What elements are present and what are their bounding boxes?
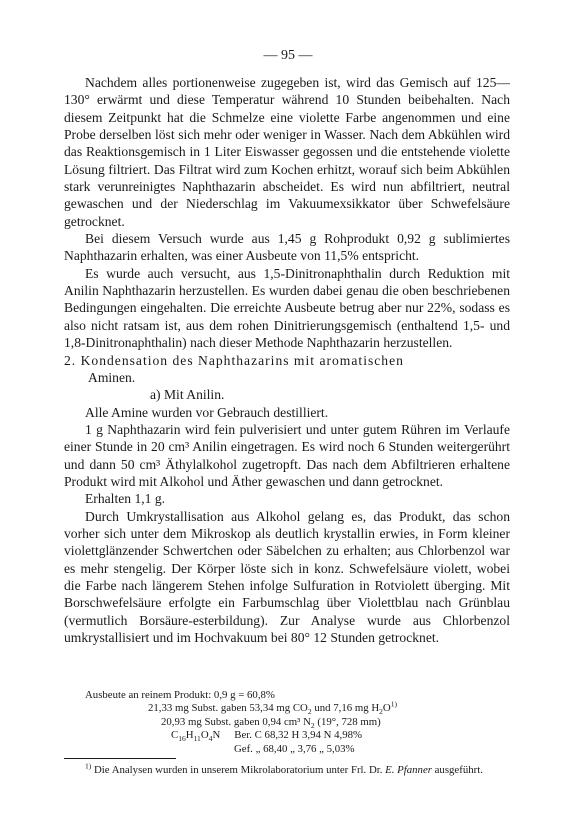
footnote: $^{1)}$ Die Analysen wurden in unserem Mikrolaboratorium unter Frl. Dr. E. Pfanner ausgeführt. [85,761,483,776]
footnote-name: E. Pfanner [385,764,432,776]
paragraph: Es wurde auch versucht, aus 1,5-Dinitronaphthalin durch Reduktion mit Anilin Naphthazarin herzustellen. Es wurden dabei genau die oben beschriebenen Bedingungen eingehalten. Die erreichte Ausbeute betrug aber nur 22%, sodass es also nicht ratsam ist, aus dem rohen Dinitrierungsgemisch (enthaltend 1,5- und 1,8-Dinitronaphthalin) nach dieser Methode Naphthazarin herzustellen. [64,265,510,351]
paragraph: Alle Amine wurden vor Gebrauch destilliert. [85,404,329,420]
yield-line: Ausbeute an reinem Produkt: 0,9 g = 60,8% [85,689,275,701]
footnote-divider [64,758,176,759]
combustion-analysis-line: 21,33 mg Subst. gaben 53,34 mg $CO_2$ und 7,16 mg $H_2O^{1)}$ [148,699,398,717]
body-text [64,74,510,646]
paragraph: 1 g Naphthazarin wird fein pulverisiert und unter gutem Rühren im Verlaufe einer Stunde in 20 cm³ Anilin eingetragen. Es wird noch 6 Stunden weitergerührt und dann 50 cm³ Äthylalkohol zugetropft. Das nach dem Abfiltrieren erhaltene Produkt wird mit Alkohol und Äther gewaschen und dann getrocknet. [64,421,510,489]
section-heading-continued: Aminen. [88,369,136,385]
paragraph: Nachdem alles portionenweise zugegeben ist, wird das Gemisch auf 125—130° erwärmt und diese Temperatur während 10 Stunden beibehalten. Nach diesem Zeitpunkt hat die Schmelze eine violette Farbe angenommen und eine Probe derselben löst sich mehr oder weniger in Wasser. Nach dem Abkühlen wird das Reaktionsgemisch in 1 Liter Eiswasser gegossen und die entstehende violette Lösung filtriert. Das Filtrat wird zum Kochen erhitzt, worauf sich beim Abkühlen stark verunreinigtes Naphthazarin abscheidet. Es wird nun abfiltriert, neutral gewaschen und der Niederschlag im Vakuumexsikkator über Schwefelsäure getrocknet. [64,75,510,229]
section-heading: 2. Kondensation des Naphthazarins mit aromatischen [64,352,404,368]
paragraph: Bei diesem Versuch wurde aus 1,45 g Rohprodukt 0,92 g sublimiertes Naphthazarin erhalten, was einer Ausbeute von 11,5% entspricht. [64,231,510,264]
analysis-block [64,689,510,756]
paragraph: Erhalten 1,1 g. [85,491,166,507]
calculated-values: Ber. C 68,32 H 3,94 N 4,98% [234,729,363,742]
page-number: — 95 — [263,48,313,63]
footnote-reference: 1) [390,699,398,709]
molecular-formula: $C_{16}H_{11}O_4N$ [171,729,221,744]
paragraph: Durch Umkrystallisation aus Alkohol gelang es, das Produkt, das schon vorher sich unter dem Mikroskop als deutlich krystallin erwies, in Form kleiner violettglänzender Schwertchen oder Säbelchen zu erhalten; aus Chlorbenzol war es mehr stengelig. Der Körper löste sich in konz. Schwefelsäure violett, wobei die Farbe nach längerem Stehen infolge Sulfuration in Rotviolett überging. Mit Borschwefelsäure erfolgte ein Farbumschlag über Violettblau nach Grünblau (vermutlich Borsäure-esterbildung). Zur Analyse wurde aus Chlorbenzol umkrystallisiert und im Hochvakuum bei 80° 12 Stunden getrocknet. [64,508,510,645]
found-values: Gef. „ 68,40 „ 3,76 „ 5,03% [234,742,355,755]
calculated-line [64,729,510,742]
subsection-heading: a) Mit Anilin. [150,387,225,403]
nitrogen-analysis-line: 20,93 mg Subst. gaben 0,94 cm³ $N_2$ (19°, 728 mm) [161,715,381,730]
footnote-marker: 1) [85,761,92,771]
found-line [64,743,510,756]
